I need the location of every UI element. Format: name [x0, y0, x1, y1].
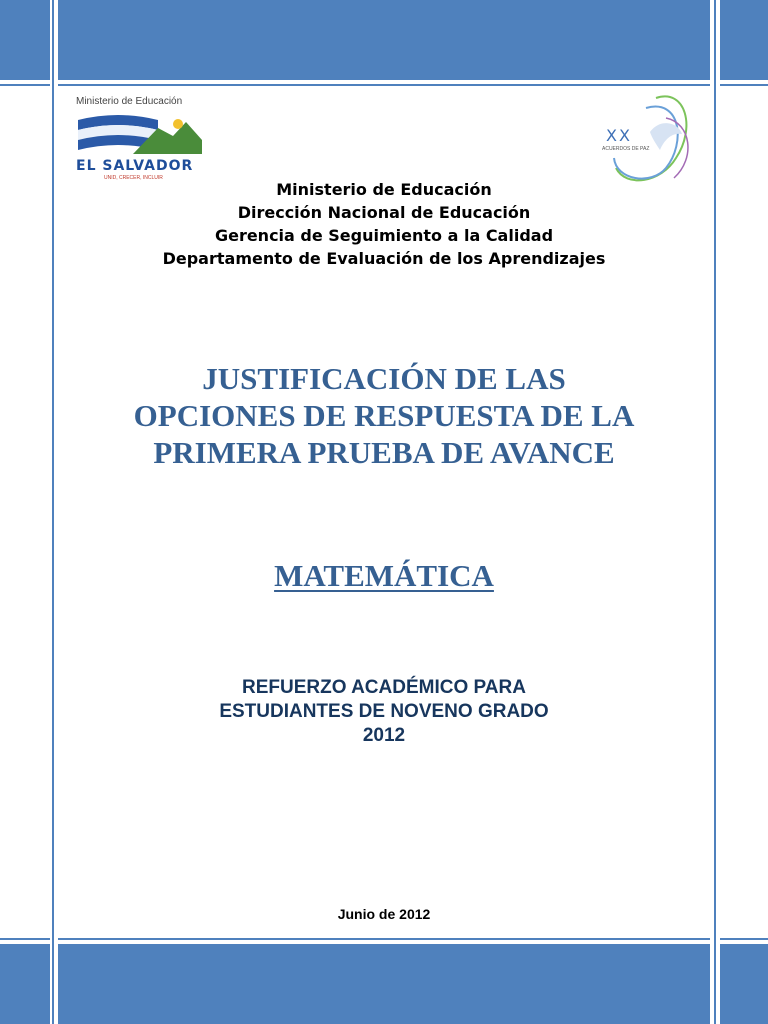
- bottom-band: [0, 944, 768, 1024]
- publication-date: Junio de 2012: [337, 906, 431, 922]
- el-salvador-logo: [76, 96, 204, 182]
- logo-caption: ACUERDOS DE PAZ: [602, 146, 650, 152]
- institution-line: Departamento de Evaluación de los Aprendizajes: [162, 249, 606, 268]
- flag-mountain-icon: [78, 110, 202, 156]
- top-band: [0, 0, 768, 80]
- ministry-logo-text: Ministerio de Educación: [76, 96, 183, 107]
- title-line: JUSTIFICACIÓN DE LAS: [202, 361, 566, 396]
- subtitle-line: ESTUDIANTES DE NOVENO GRADO: [219, 701, 549, 722]
- anniversary-numeral: XX: [606, 126, 632, 145]
- left-border-line: [52, 0, 54, 1024]
- subject-text: MATEMÁTICA: [274, 558, 494, 593]
- title-line: PRIMERA PRUEBA DE AVANCE: [153, 435, 615, 470]
- subtitle-line: REFUERZO ACADÉMICO PARA: [242, 677, 526, 698]
- institution-header: [0, 178, 768, 270]
- document-title: [0, 360, 768, 471]
- top-band-rule: [0, 84, 768, 86]
- subtitle-line: 2012: [362, 725, 406, 746]
- institution-line: Ministerio de Educación: [276, 180, 492, 199]
- institution-line: Gerencia de Seguimiento a la Calidad: [214, 226, 554, 245]
- country-name: EL SALVADOR: [76, 158, 194, 174]
- right-border-line: [714, 0, 716, 1024]
- document-subtitle: [0, 676, 768, 748]
- bottom-band-rule: [0, 938, 768, 940]
- institution-line: Dirección Nacional de Educación: [237, 203, 531, 222]
- logo-tagline: UNID, CRECER, INCLUIR: [104, 175, 163, 181]
- subject-heading: [0, 558, 768, 594]
- title-line: OPCIONES DE RESPUESTA DE LA: [133, 398, 635, 433]
